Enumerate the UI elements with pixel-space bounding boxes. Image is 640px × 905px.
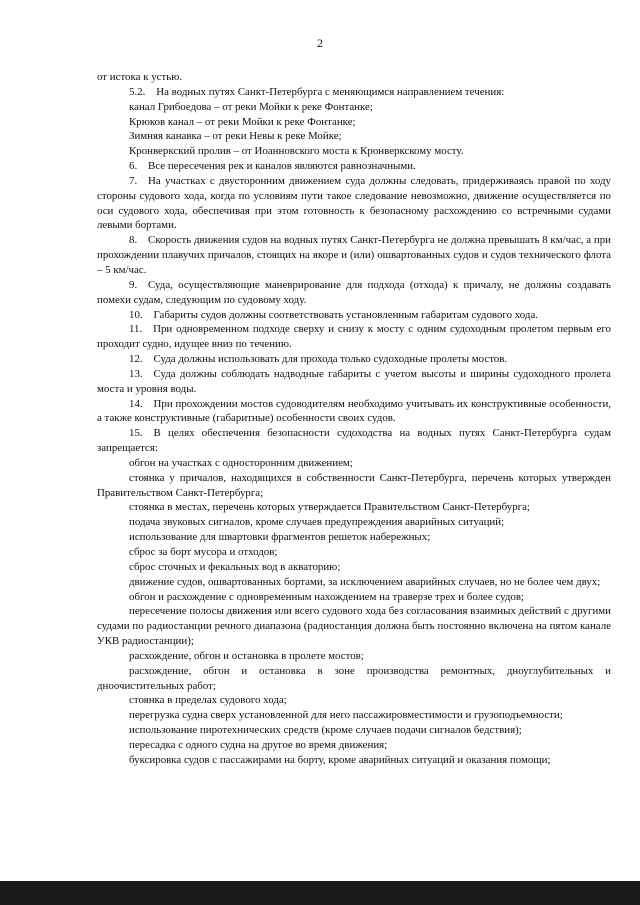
paragraph: 8. Скорость движения судов на водных путях Санкт-Петербурга не должна превышать 8 км/час, а при прохождении плавучих причалов, стоящих на якоре и (или) ошвартованных судов и судов технического флота – 5 км/час.: [97, 234, 611, 276]
paragraph: буксировка судов с пассажирами на борту, кроме аварийных ситуаций и оказания помощи;: [129, 753, 551, 766]
paragraph: 14. При прохождении мостов судоводителям необходимо учитывать их конструктивные особенности, а также конструктивные (габаритные) особенности своих судов.: [97, 397, 611, 425]
paragraph: использование для швартовки фрагментов решеток набережных;: [129, 531, 431, 544]
paragraph: Крюков канал – от реки Мойки к реке Фонтанке;: [129, 115, 356, 128]
scan-bottom-edge: [0, 881, 640, 905]
paragraph: от истока к устью.: [97, 71, 183, 83]
paragraph: 7. На участках с двусторонним движением суда должны следовать, придерживаясь правой по ходу стороны судового хода, когда по условиям пути такое следование невозможно, движение осуществляется по оси судового хода, обеспечивая при этом готовность к безопасному расхождению со встречными судами левыми бортами.: [97, 174, 611, 232]
paragraph: 11. При одновременном подходе сверху и снизу к мосту с одним судоходным пролетом первым его проходит судно, идущее вниз по течению.: [97, 323, 611, 351]
paragraph: 13. Суда должны соблюдать надводные габариты с учетом высоты и ширины судоходного пролета моста и уровня воды.: [97, 367, 611, 395]
paragraph: стоянка у причалов, находящихся в собственности Санкт-Петербурга, перечень которых утвержден Правительством Санкт-Петербурга;: [97, 471, 611, 499]
paragraph: канал Грибоедова – от реки Мойки к реке Фонтанке;: [129, 100, 373, 113]
paragraph: перегрузка судна сверх установленной для него пассажировместимости и грузоподъемности;: [129, 709, 563, 722]
paragraph: 15. В целях обеспечения безопасности судоходства на водных путях Санкт-Петербурга судам запрещается:: [97, 427, 611, 455]
paragraph: сброс сточных и фекальных вод в акваторию;: [129, 560, 341, 573]
paragraph: расхождение, обгон и остановка в зоне производства ремонтных, дноуглубительных и дноочистительных работ;: [97, 664, 611, 692]
paragraph: сброс за борт мусора и отходов;: [129, 546, 278, 558]
paragraph: 12. Суда должны использовать для прохода только судоходные пролеты мостов.: [129, 353, 508, 366]
page-number: 2: [317, 36, 323, 50]
paragraph: 9. Суда, осуществляющие маневрирование для подхода (отхода) к причалу, не должны создавать помехи судам, следующим по судовому ходу.: [97, 278, 611, 306]
paragraph: 5.2. На водных путях Санкт-Петербурга с меняющимся направлением течения:: [129, 85, 505, 98]
paragraph: использование пиротехнических средств (кроме случаев подачи сигналов бедствия);: [129, 724, 522, 737]
paragraph: движение судов, ошвартованных бортами, за исключением аварийных случаев, но не более чем двух;: [129, 575, 601, 588]
paragraph: подача звуковых сигналов, кроме случаев предупреждения аварийных ситуаций;: [129, 516, 505, 529]
paragraph: пересадка с одного судна на другое во время движения;: [129, 738, 388, 751]
paragraph: стоянка в пределах судового хода;: [129, 694, 287, 707]
paragraph: пересечение полосы движения или всего судового хода без согласования взаимных действий с другими судами по радиостанции речного диапазона (радиостанция должна быть постоянно включена на пятом канале УКВ радиостанции);: [97, 605, 611, 648]
paragraph: стоянка в местах, перечень которых утверждается Правительством Санкт-Петербурга;: [129, 501, 530, 514]
paragraph: 10. Габариты судов должны соответствовать установленным габаритам судового хода.: [129, 308, 539, 321]
paragraph: Зимняя канавка – от реки Невы к реке Мойке;: [129, 130, 342, 143]
paragraph: расхождение, обгон и остановка в пролете мостов;: [129, 649, 364, 662]
document-body: [97, 70, 611, 768]
paragraph: обгон и расхождение с одновременным нахождением на траверзе трех и более судов;: [129, 590, 525, 603]
paragraph: 6. Все пересечения рек и каналов являются равнозначными.: [129, 160, 416, 173]
paragraph: обгон на участках с односторонним движением;: [129, 456, 353, 469]
paragraph: Кронверкский пролив – от Иоанновского моста к Кронверкскому мосту.: [129, 145, 464, 158]
